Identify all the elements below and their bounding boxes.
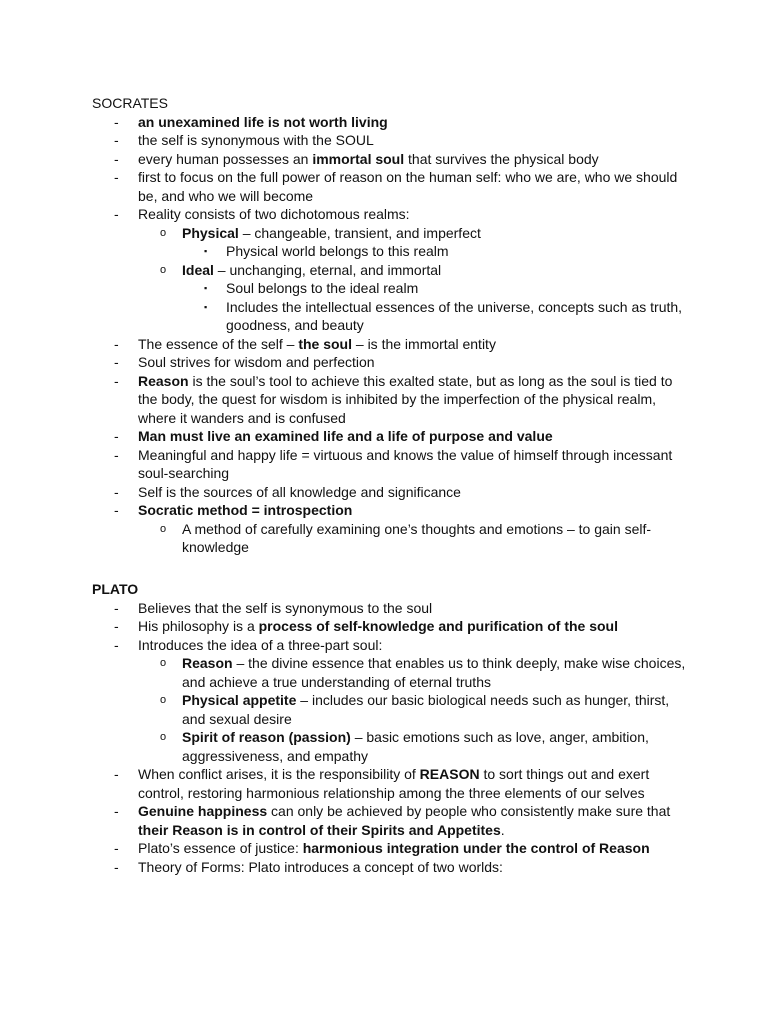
dash-bullet: - xyxy=(114,150,119,167)
bold-text: Socratic method = introspection xyxy=(138,502,353,518)
list-item-level-1 xyxy=(92,150,692,169)
bold-text: Ideal xyxy=(182,261,214,278)
list-item-level-2 xyxy=(92,691,692,728)
text-run: to sort things out and exert control, restoring harmonious relationship among the three elements of our selves xyxy=(138,766,650,801)
section-heading-socrates: SOCRATES xyxy=(92,95,168,111)
square-bullet: ▪ xyxy=(204,246,208,256)
list-item-text xyxy=(138,335,692,354)
dash-bullet: - xyxy=(114,169,119,185)
list-item-text xyxy=(226,298,692,335)
list-item-level-1 xyxy=(92,765,692,802)
bold-text: process of self-knowledge and purification of the soul xyxy=(258,618,618,634)
dash-bullet: - xyxy=(114,502,119,518)
list-item-text xyxy=(182,654,692,691)
text-run: Self is the sources of all knowledge and significance xyxy=(138,483,461,500)
text-run: – changeable, transient, and imperfect xyxy=(238,224,481,241)
list-item-level-1 xyxy=(92,839,692,858)
text-run: Theory of Forms: Plato introduces a concept of two worlds: xyxy=(138,858,503,875)
text-run: the self is synonymous with the SOUL xyxy=(138,132,374,148)
list-item-level-3 xyxy=(92,279,692,298)
list-item-level-1 xyxy=(92,636,692,655)
text-run: His philosophy is a xyxy=(138,618,259,634)
circle-bullet: o xyxy=(160,731,167,743)
list-item-level-1 xyxy=(92,335,692,354)
dash-bullet: - xyxy=(114,483,119,500)
text-run: that survives the physical body xyxy=(404,150,599,167)
list-item-level-1 xyxy=(92,446,692,483)
list-item-level-2 xyxy=(92,224,692,243)
dash-bullet: - xyxy=(114,428,119,444)
text-run: Introduces the idea of a three-part soul: xyxy=(138,636,383,653)
text-run: When conflict arises, it is the responsibility of xyxy=(138,766,420,782)
circle-bullet: o xyxy=(160,657,167,669)
dash-bullet: - xyxy=(114,132,119,148)
list-item-text xyxy=(226,242,692,261)
list-item-text xyxy=(138,839,692,858)
circle-bullet: o xyxy=(160,694,167,706)
dash-bullet: - xyxy=(114,840,119,856)
list-item-level-1 xyxy=(92,168,692,205)
list-item-text xyxy=(138,483,692,502)
dash-bullet: - xyxy=(114,113,119,130)
dash-bullet: - xyxy=(114,354,119,370)
text-run: . xyxy=(500,821,505,838)
list-item-text xyxy=(138,168,692,205)
bold-text: Spirit of reason (passion) xyxy=(182,729,351,745)
text-run: Believes that the self is synonymous to the soul xyxy=(138,599,433,616)
list-item-text xyxy=(182,691,692,728)
text-run: is the soul’s tool to achieve this exalted state, but as long as the soul is tied to the body, the quest for wisdom is inhibited by the imperfection of the physical realm, where it wanders and is confused xyxy=(138,372,673,426)
section-heading-plato: PLATO xyxy=(92,581,139,597)
list-item-text xyxy=(138,636,692,655)
square-bullet: ▪ xyxy=(204,301,208,312)
dash-bullet: - xyxy=(114,335,119,352)
list-item-text xyxy=(138,446,692,483)
dash-bullet: - xyxy=(114,599,119,616)
section-socrates xyxy=(92,94,692,557)
bold-text: Reason xyxy=(138,372,189,389)
text-run: – is the immortal entity xyxy=(352,335,496,352)
text-run: – the divine essence that enables us to think deeply, make wise choices, and achieve a true understanding of eternal truths xyxy=(182,655,686,690)
list-item-text xyxy=(138,205,692,224)
text-run: Physical world belongs to this realm xyxy=(226,243,449,259)
bold-text: the soul xyxy=(298,335,352,352)
list-item-text xyxy=(182,224,692,243)
bold-text: REASON xyxy=(419,766,480,782)
list-item-level-2 xyxy=(92,520,692,557)
list-item-text xyxy=(138,113,692,132)
list-item-text xyxy=(138,372,692,428)
bold-text: Physical appetite xyxy=(182,692,297,708)
list-item-level-1 xyxy=(92,131,692,150)
list-item-level-1 xyxy=(92,427,692,446)
list-item-text xyxy=(226,279,692,298)
square-bullet: ▪ xyxy=(204,283,208,293)
text-run: A method of carefully examining one’s thoughts and emotions – to gain self-knowledge xyxy=(182,520,652,555)
list-item-text xyxy=(138,353,692,372)
dash-bullet: - xyxy=(114,803,119,819)
bold-text: Man must live an examined life and a life of purpose and value xyxy=(138,428,553,444)
list-item-level-1 xyxy=(92,858,692,877)
text-run: Meaningful and happy life = virtuous and knows the value of himself through incessant soul-searching xyxy=(138,446,673,481)
text-run: Includes the intellectual essences of the universe, concepts such as truth, goodness, and beauty xyxy=(226,298,683,333)
dash-bullet: - xyxy=(114,636,119,653)
list-item-level-1 xyxy=(92,113,692,132)
bold-text: an unexamined life is not worth living xyxy=(138,113,388,130)
list-item-text xyxy=(138,131,692,150)
text-run: Plato’s essence of justice: xyxy=(138,840,303,856)
text-run: – includes our basic biological needs such as hunger, thirst, and sexual desire xyxy=(182,692,670,727)
list-item-level-1 xyxy=(92,372,692,428)
dash-bullet: - xyxy=(114,858,119,875)
list-item-text xyxy=(138,501,692,520)
text-run: Reality consists of two dichotomous realms: xyxy=(138,206,410,222)
circle-bullet: o xyxy=(160,522,167,535)
list-item-level-2 xyxy=(92,261,692,280)
dash-bullet: - xyxy=(114,446,119,463)
dash-bullet: - xyxy=(114,766,119,782)
text-run: – unchanging, eternal, and immortal xyxy=(213,261,442,278)
bold-text: their Reason is in control of their Spirits and Appetites xyxy=(138,821,501,838)
list-item-text xyxy=(138,599,692,618)
list-item-text xyxy=(138,617,692,636)
text-run: – basic emotions such as love, anger, ambition, aggressiveness, and empathy xyxy=(182,729,649,764)
list-item-level-1 xyxy=(92,353,692,372)
list-item-level-1 xyxy=(92,205,692,224)
list-item-level-1 xyxy=(92,617,692,636)
section-plato xyxy=(92,580,692,876)
list-item-level-2 xyxy=(92,654,692,691)
bold-text: harmonious integration under the control of Reason xyxy=(302,840,650,856)
bold-text: Physical xyxy=(182,224,239,241)
list-item-text xyxy=(138,150,692,169)
list-item-text xyxy=(138,765,692,802)
text-run: The essence of the self – xyxy=(138,335,299,352)
circle-bullet: o xyxy=(160,226,167,239)
list-item-level-3 xyxy=(92,298,692,335)
list-item-text xyxy=(182,520,692,557)
text-run: every human possesses an xyxy=(138,150,313,167)
list-item-level-3 xyxy=(92,242,692,261)
list-item-level-1 xyxy=(92,501,692,520)
list-item-text xyxy=(138,427,692,446)
text-run: can only be achieved by people who consistently make sure that xyxy=(267,803,671,819)
list-item-text xyxy=(138,858,692,877)
text-run: Soul strives for wisdom and perfection xyxy=(138,354,375,370)
circle-bullet: o xyxy=(160,263,167,276)
list-item-level-2 xyxy=(92,728,692,765)
list-item-level-1 xyxy=(92,802,692,839)
bold-text: Reason xyxy=(182,655,233,671)
list-item-text xyxy=(182,728,692,765)
list-item-level-1 xyxy=(92,483,692,502)
list-item-text xyxy=(182,261,692,280)
dash-bullet: - xyxy=(114,618,119,634)
text-run: first to focus on the full power of reason on the human self: who we are, who we should be, and who we will become xyxy=(138,169,678,204)
dash-bullet: - xyxy=(114,206,119,222)
bold-text: immortal soul xyxy=(312,150,405,167)
list-item-level-1 xyxy=(92,599,692,618)
bold-text: Genuine happiness xyxy=(138,803,268,819)
text-run: Soul belongs to the ideal realm xyxy=(226,280,419,296)
dash-bullet: - xyxy=(114,372,119,389)
list-item-text xyxy=(138,802,692,839)
